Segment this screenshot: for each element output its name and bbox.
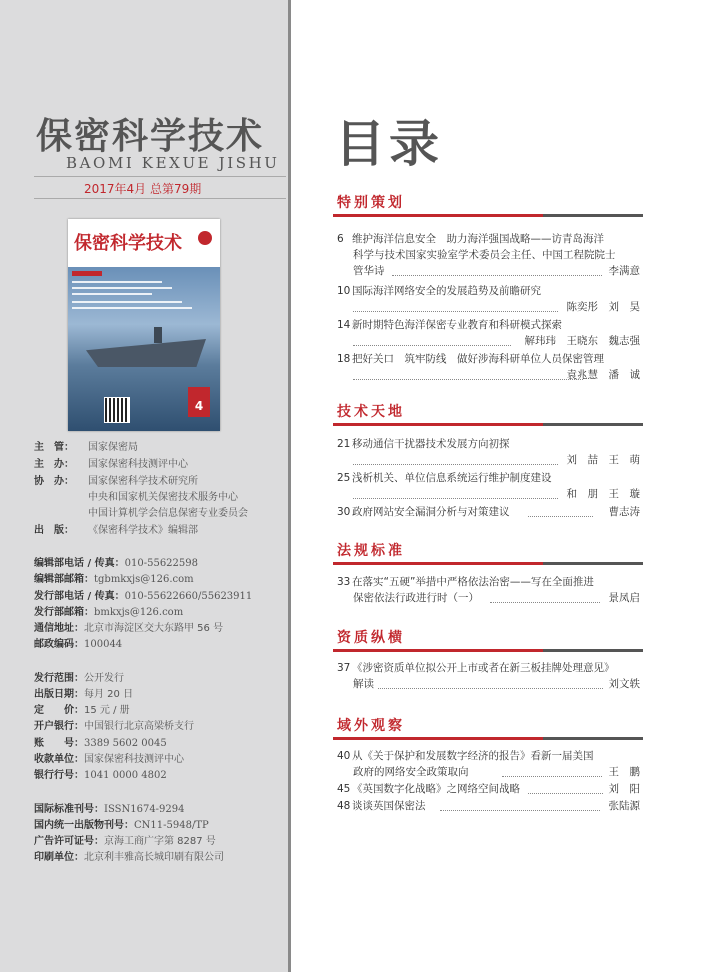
cover-headline-line xyxy=(72,293,152,295)
info-payee: 收款单位：国家保密科技测评中心 xyxy=(34,754,184,765)
info-chuban: 出 版： 《保密科学技术》编辑部 xyxy=(34,525,198,536)
issue-rule-top xyxy=(34,176,286,177)
toc-author: 解玮玮 王晓东 魏志强 xyxy=(524,335,640,347)
info-issue-phone: 发行部电话 / 传真：010-55622660/55623911 xyxy=(34,591,253,602)
toc-entry-line: 解读 xyxy=(353,678,374,690)
toc-author: 刘文轶 xyxy=(608,678,640,690)
cover-red-tag xyxy=(72,271,102,276)
toc-author: 陈奕彤 刘 昊 xyxy=(566,301,640,313)
section-title: 域外观察 xyxy=(337,718,405,734)
section-rule xyxy=(333,649,643,652)
magazine-pinyin: BAOMI KEXUE JISHU xyxy=(66,154,280,172)
cover-logo-icon xyxy=(198,231,212,245)
issue-rule-bottom xyxy=(34,198,286,199)
leader-dots xyxy=(392,275,602,276)
issue-info: 2017年4月 总第79期 xyxy=(84,182,202,196)
cover-ship-island xyxy=(154,327,162,343)
info-account: 账 号：3389 5602 0045 xyxy=(34,738,167,749)
toc-author: 王 鹏 xyxy=(608,766,640,778)
leader-dots xyxy=(353,345,511,346)
toc-author: 曹志涛 xyxy=(608,506,640,518)
section-title: 技术天地 xyxy=(337,404,405,420)
toc-entry[interactable]: 21 移动通信干扰器技术发展方向初探 xyxy=(337,438,510,450)
info-address: 通信地址：北京市海淀区交大东路甲 56 号 xyxy=(34,623,224,634)
info-bank-code: 银行行号：1041 0000 4802 xyxy=(34,770,167,781)
toc-entry[interactable]: 18 把好关口 筑牢防线 做好涉海科研单位人员保密管理 xyxy=(337,353,604,365)
toc-entry[interactable]: 30 政府网站安全漏洞分析与对策建议 xyxy=(337,506,510,518)
section-rule xyxy=(333,562,643,565)
leader-dots xyxy=(353,498,558,499)
magazine-title: 保密科学技术 xyxy=(36,116,265,157)
info-range: 发行范围：公开发行 xyxy=(34,673,124,684)
section-rule xyxy=(333,214,643,217)
toc-author: 景凤启 xyxy=(608,592,640,604)
info-xieban-2: 中央和国家机关保密技术服务中心 xyxy=(88,492,238,503)
toc-entry-line: 保密依法行政进行时（一） xyxy=(353,592,479,604)
leader-dots xyxy=(502,776,602,777)
leader-dots xyxy=(353,379,583,380)
toc-entry-line: 科学与技术国家实验室学术委员会主任、中国工程院院士 xyxy=(353,249,616,261)
info-zhuban: 主 办： 国家保密科技测评中心 xyxy=(34,459,188,470)
info-cn: 国内统一出版物刊号：CN11-5948/TP xyxy=(34,820,209,831)
section-title: 资质纵横 xyxy=(337,630,405,646)
column-divider xyxy=(288,0,291,972)
info-price: 定 价：15 元 / 册 xyxy=(34,705,130,716)
info-printer: 印刷单位：北京利丰雅高长城印刷有限公司 xyxy=(34,852,224,863)
info-edit-phone: 编辑部电话 / 传真：010-55622598 xyxy=(34,558,198,569)
toc-entry[interactable]: 6 维护海洋信息安全 助力海洋强国战略——访青岛海洋 xyxy=(337,233,604,245)
section-rule xyxy=(333,737,643,740)
cover-headline-line xyxy=(72,281,162,283)
info-bank: 开户银行：中国银行北京高梁桥支行 xyxy=(34,721,194,732)
cover-headline-line xyxy=(72,301,182,303)
section-title: 特别策划 xyxy=(337,195,405,211)
info-edit-email: 编辑部邮箱：tgbmkxjs@126.com xyxy=(34,574,194,585)
leader-dots xyxy=(528,516,593,517)
info-xieban: 协 办： 国家保密科学技术研究所 xyxy=(34,476,198,487)
section-rule xyxy=(333,423,643,426)
info-zhuguan: 主 管： 国家保密局 xyxy=(34,442,138,453)
leader-dots xyxy=(353,464,558,465)
info-issn: 国际标准刊号：ISSN1674-9294 xyxy=(34,804,185,815)
info-ad-license: 广告许可证号：京海工商广字第 8287 号 xyxy=(34,836,216,847)
toc-entry[interactable]: 10 国际海洋网络安全的发展趋势及前瞻研究 xyxy=(337,285,541,297)
section-title: 法规标准 xyxy=(337,543,405,559)
toc-author: 和 朋 王 璇 xyxy=(566,488,640,500)
toc-title: 目录 xyxy=(335,115,443,173)
toc-entry[interactable]: 14 新时期特色海洋保密专业教育和科研模式探索 xyxy=(337,319,562,331)
toc-author: 刘 喆 王 萌 xyxy=(566,454,640,466)
info-postcode: 邮政编码：100044 xyxy=(34,639,123,650)
toc-entry[interactable]: 37 《涉密资质单位拟公开上市或者在新三板挂牌处理意见》 xyxy=(337,662,615,674)
cover-headline-line xyxy=(72,287,172,289)
toc-entry[interactable]: 40 从《关于保护和发展数字经济的报告》看新一届美国 xyxy=(337,750,594,762)
leader-dots xyxy=(378,688,603,689)
toc-entry[interactable]: 45 《英国数字化战略》之网络空间战略 xyxy=(337,783,520,795)
toc-author: 刘 阳 xyxy=(608,783,640,795)
leader-dots xyxy=(490,602,600,603)
toc-entry[interactable]: 25 浅析机关、单位信息系统运行维护制度建设 xyxy=(337,472,552,484)
cover-title: 保密科学技术 xyxy=(74,233,182,254)
toc-author: 袁兆慧 潘 诚 xyxy=(566,369,640,381)
info-date: 出版日期：每月 20 日 xyxy=(34,689,134,700)
leader-dots xyxy=(353,311,558,312)
toc-entry-line: 管华诗 xyxy=(353,265,385,277)
cover-issue-badge: 4 xyxy=(188,387,210,417)
toc-author: 李满意 xyxy=(608,265,640,277)
info-issue-email: 发行部邮箱：bmkxjs@126.com xyxy=(34,607,184,618)
qr-code-icon xyxy=(104,397,130,423)
toc-author: 张陆源 xyxy=(608,800,640,812)
leader-dots xyxy=(528,793,603,794)
toc-entry-line: 政府的网络安全政策取向 xyxy=(353,766,469,778)
toc-entry[interactable]: 48 谈谈英国保密法 xyxy=(337,800,426,812)
toc-entry[interactable]: 33 在落实“五硬”举措中严格依法治密——写在全面推进 xyxy=(337,576,594,588)
info-xieban-3: 中国计算机学会信息保密专业委员会 xyxy=(88,508,248,519)
cover-thumbnail xyxy=(68,219,220,431)
leader-dots xyxy=(440,810,600,811)
cover-headline-line xyxy=(72,307,192,309)
